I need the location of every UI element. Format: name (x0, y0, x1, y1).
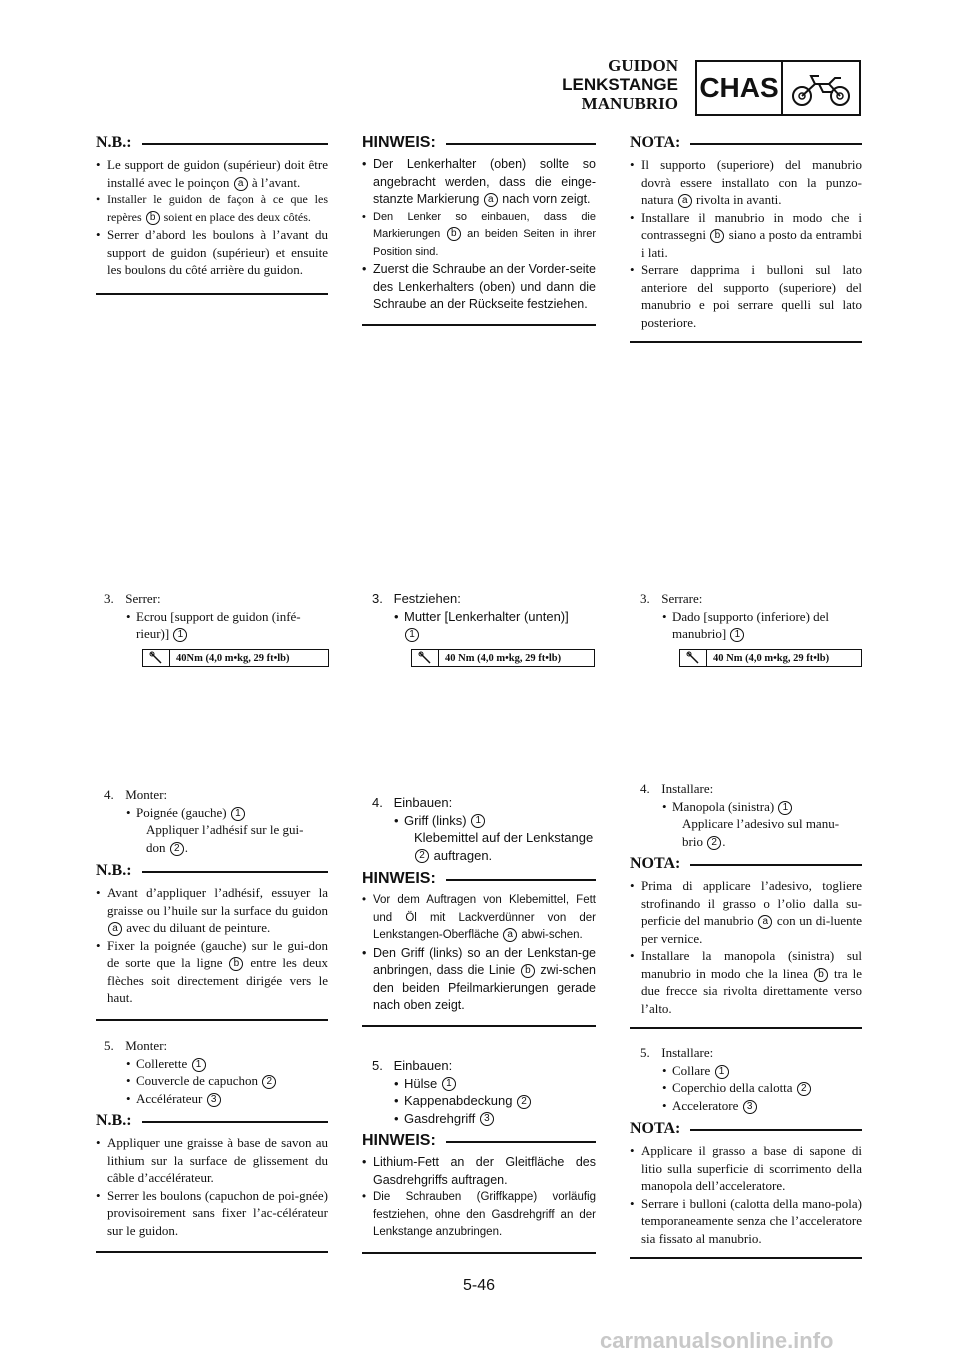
step-3-fr: 3. Serrer: • Ecrou [support de guidon (infé- rieur)] 1 (104, 590, 330, 643)
title-de: LENKSTANGE (562, 75, 678, 94)
step-5-fr: 5. Monter: • Collerette 1 • Couvercle de capuchon 2 • Accélérateur 3 (104, 1037, 330, 1107)
page-number: 5-46 (463, 1277, 496, 1294)
watermark: carmanualsonline.info (600, 1328, 834, 1353)
wrench-icon (143, 650, 170, 666)
note-header (96, 134, 328, 152)
list-item: • Vor dem Auftragen von Klebemittel, Fett und Öl mit Lackverdünner von der Lenkstangen-Oberfläche a abwi-schen. (362, 892, 596, 945)
note-3-de: HINWEIS: • Lithium-Fett an der Gleitfläche des Gasdrehgriffs auftragen. • Die Schrauben (Griffkappe) vorläufig festziehen, ohne den Gasdrehgriff an der Lenkstange anzubringen. (362, 1132, 596, 1254)
motorcycle-icon (783, 62, 859, 114)
torque-spec: 40 Nm (4,0 m•kg, 29 ft•lb) (679, 649, 862, 667)
list-item: • Il supporto (superiore) del manubrio dovrà essere installato con la punzo-natura a rivolta in avanti. (630, 156, 862, 209)
column-french (96, 134, 328, 295)
wrench-icon (680, 650, 707, 666)
list-item: • Appliquer une graisse à base de savon au lithium sur la surface de glissement du câble d’accélérateur. (96, 1134, 328, 1187)
step-4-it: 4. Installare: • Manopola (sinistra) 1 Applicare l’adesivo sul manu- brio 2 . (640, 780, 862, 850)
list-item: • Serrare dapprima i bulloni sul lato anteriore del supporto (superiore) del manubrio e poi serrare quelli sul lato posteriore. (630, 261, 862, 331)
list-item: • Avant d’appliquer l’adhésif, essuyer la graisse ou l’huile sur la surface du guidon a avec du diluant de peinture. (96, 884, 328, 937)
step-3-it: 3. Serrare: • Dado [supporto (inferiore) del manubrio] 1 (640, 590, 862, 643)
list-item: • Zuerst die Schraube an der Vorder-seite des Lenkerhalters (oben) und dann die Schraube an der Rückseite festziehen. (362, 261, 596, 314)
list-item: • Applicare il grasso a base di sapone di litio sulla superficie di scorrimento della manopola dell’acceleratore. (630, 1142, 862, 1195)
step-5-it: 5. Installare: • Collare 1 • Coperchio della calotta 2 • Acceleratore 3 (640, 1044, 862, 1114)
note-2-de: HINWEIS: • Vor dem Auftragen von Klebemittel, Fett und Öl mit Lackverdünner von der Lenkstangen-Oberfläche a abwi-schen. • Den Griff (links) so an der Lenkstan-ge anbringen, dass die Linie b zwi-schen den beiden Pfeilmarkierungen gerade nach oben zeigt. (362, 870, 596, 1027)
title-fr: GUIDON (608, 56, 678, 75)
list-item: • Installer le guidon de façon à ce que les repères b soient en place des deux côtés. (96, 191, 328, 226)
list-item: • Installare la manopola (sinistra) sul manubrio in modo che la linea b tra le due frecce sia rivolta direttamente verso l’alto. (630, 947, 862, 1017)
list-item: • Fixer la poignée (gauche) sur le gui-don de sorte que la ligne b entre les deux flèches soit directement dirigée vers le haut. (96, 937, 328, 1007)
list-item: • Den Lenker so einbauen, dass die Markierungen b an beiden Seiten in ihrer Position sind. (362, 209, 596, 262)
column-italian: NOTA: • Il supporto (superiore) del manubrio dovrà essere installato con la punzo-natura a rivolta in avanti. • Installare il manubrio in modo che i contrassegni b siano a posto da entrambi i lati. • Serrare dapprima i bulloni sul lato anteriore del supporto (superiore) del manubrio e poi serrare quelli sul lato posteriore. (630, 134, 862, 343)
list-item: • Serrer d’abord les boulons à l’avant du support de guidon (supérieur) et ensuite les boulons du côté arrière du guidon. (96, 226, 328, 279)
section-badge (695, 60, 861, 116)
wrench-icon (412, 650, 439, 666)
list-item: • Die Schrauben (Griffkappe) vorläufig festziehen, ohne den Gasdrehgriff an der Lenkstange anzubringen. (362, 1189, 596, 1242)
list-item: • Serrare i bulloni (calotta della mano-pola) temporaneamente senza che l’acceleratore sia fissato al manubrio. (630, 1195, 862, 1248)
torque-spec: 40 Nm (4,0 m•kg, 29 ft•lb) (411, 649, 595, 667)
section-titles (562, 56, 678, 113)
note-3-fr: N.B.: • Appliquer une graisse à base de savon au lithium sur la surface de glissement du câble d’accélérateur. • Serrer les boulons (capuchon de poi-gnée) provisoirement sans fixer l’ac-célérateur sur le guidon. (96, 1112, 328, 1253)
list-item: • Installare il manubrio in modo che i contrassegni b siano a posto da entrambi i lati. (630, 209, 862, 262)
title-it: MANUBRIO (581, 94, 678, 113)
note-list (96, 156, 328, 279)
list-item: • Lithium-Fett an der Gleitfläche des Gasdrehgriffs auftragen. (362, 1154, 596, 1189)
note-title: N.B.: (96, 134, 132, 151)
step-3-de: 3. Festziehen: • Mutter [Lenkerhalter (unten)] 1 (372, 590, 596, 643)
step-4-de: 4. Einbauen: • Griff (links) 1 Klebemittel auf der Lenkstange 2 auftragen. (372, 794, 596, 864)
step-4-fr: 4. Monter: • Poignée (gauche) 1 Appliquer l’adhésif sur le gui- don 2 . (104, 786, 330, 856)
list-item: • Den Griff (links) so an der Lenkstan-ge anbringen, dass die Linie b zwi-schen den beiden Pfeilmarkierungen gerade nach oben zeigt. (362, 945, 596, 1015)
list-item: • Serrer les boulons (capuchon de poi-gnée) provisoirement sans fixer l’ac-célérateur sur le guidon. (96, 1187, 328, 1240)
note-2-it: NOTA: • Prima di applicare l’adesivo, togliere strofinando il grasso o l’olio dalla su-perficie del manubrio a con un di-luente per vernice. • Installare la manopola (sinistra) sul manubrio in modo che la linea b tra le due frecce sia rivolta direttamente verso l’alto. (630, 855, 862, 1029)
list-item: • Le support de guidon (supérieur) doit être installé avec le poinçon a à l’avant. (96, 156, 328, 191)
note-3-it: NOTA: • Applicare il grasso a base di sapone di litio sulla superficie di scorrimento della manopola dell’acceleratore. • Serrare i bulloni (calotta della mano-pola) temporaneamente senza che l’acceleratore sia fissato al manubrio. (630, 1120, 862, 1259)
torque-spec: 40Nm (4,0 m•kg, 29 ft•lb) (142, 649, 329, 667)
column-german: HINWEIS: • Der Lenkerhalter (oben) sollte so angebracht werden, dass die einge-stanzte Markierung a nach vorn zeigt. • Den Lenker so einbauen, dass die Markierungen b an beiden Seiten in ihrer Position sind. • Zuerst die Schraube an der Vorder-seite des Lenkerhalters (oben) und dann die Schraube an der Rückseite festziehen. (362, 134, 596, 326)
list-item: • Der Lenkerhalter (oben) sollte so angebracht werden, dass die einge-stanzte Markierung a nach vorn zeigt. (362, 156, 596, 209)
note-2-fr: N.B.: • Avant d’appliquer l’adhésif, essuyer la graisse ou l’huile sur la surface du guidon a avec du diluant de peinture. • Fixer la poignée (gauche) sur le gui-don de sorte que la ligne b entre les deux flèches soit directement dirigée vers le haut. (96, 862, 328, 1021)
list-item: • Prima di applicare l’adesivo, togliere strofinando il grasso o l’olio dalla su-perficie del manubrio a con un di-luente per vernice. (630, 877, 862, 947)
section-code: CHAS (697, 62, 783, 114)
step-5-de: 5. Einbauen: • Hülse 1 • Kappenabdeckung 2 • Gasdrehgriff 3 (372, 1057, 596, 1127)
